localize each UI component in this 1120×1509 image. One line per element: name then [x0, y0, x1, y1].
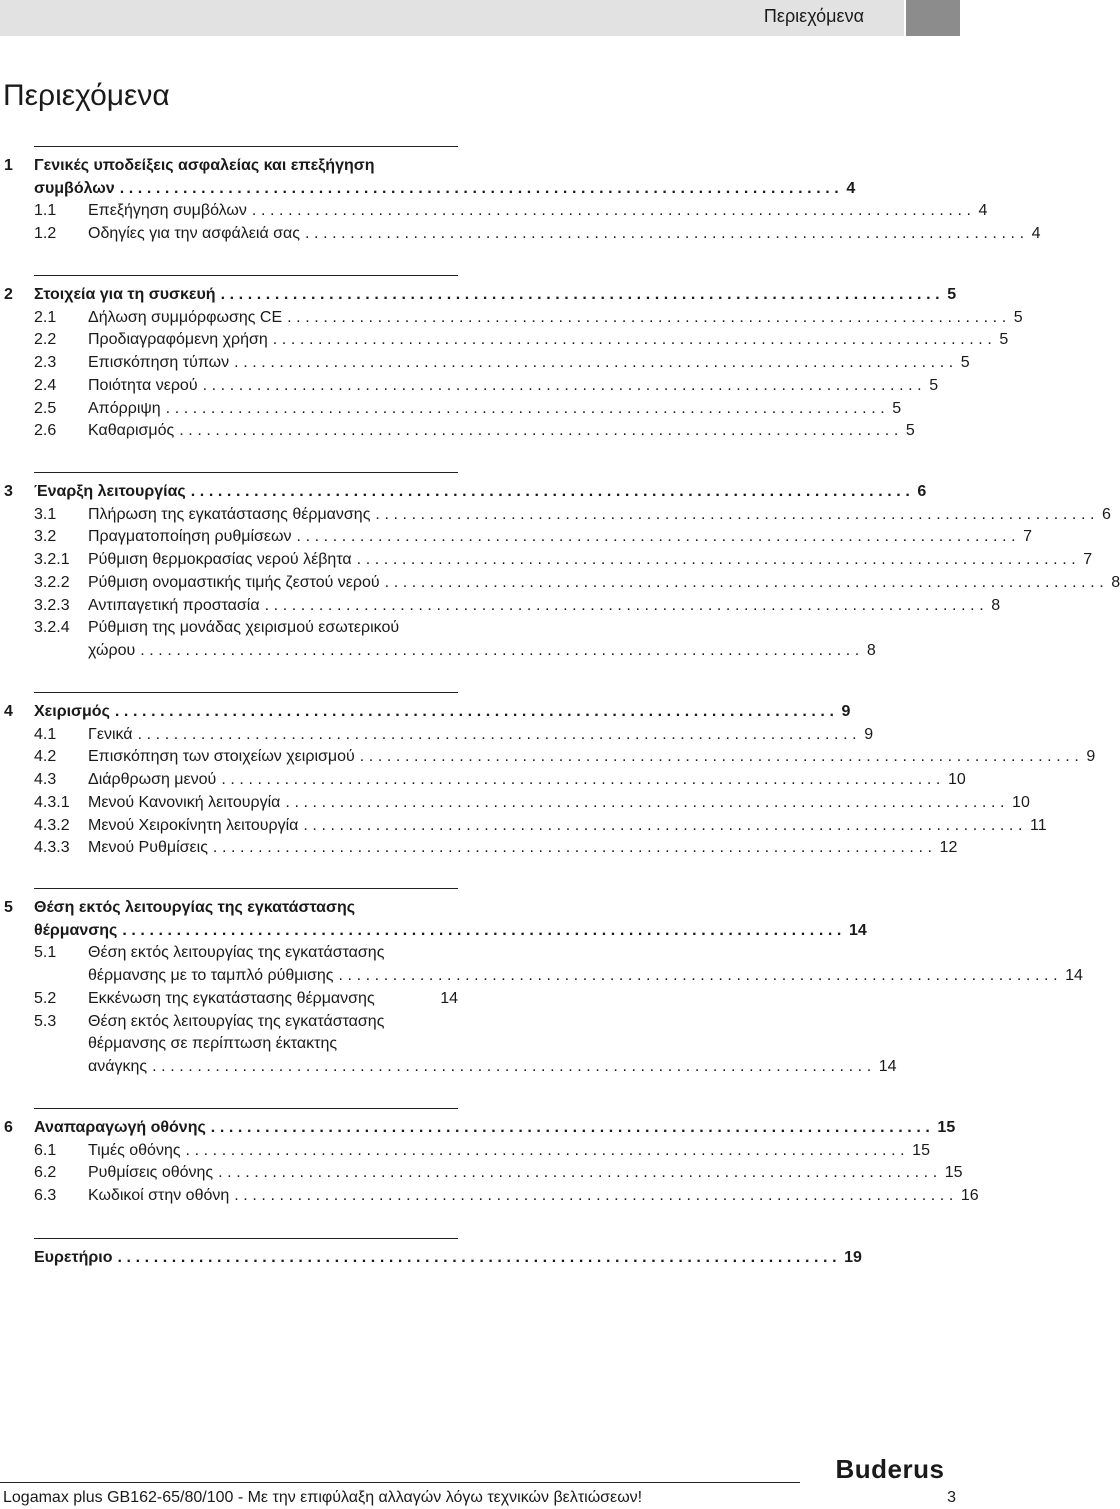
toc-entry[interactable]: [88, 1184, 979, 1207]
page-title: Περιεχόμενα: [3, 79, 170, 112]
toc-entry-title: Εκκένωση της εγκατάστασης θέρμανσης: [88, 989, 375, 1007]
dot-leader: ................................................................................: [338, 967, 1063, 985]
toc-entry[interactable]: [34, 919, 867, 942]
section-divider: [34, 692, 458, 693]
toc-entry-title: θέρμανσης: [34, 921, 118, 939]
toc-number: 2.4: [34, 376, 57, 394]
toc-number: 4.2: [34, 748, 57, 766]
toc-page-number: 5: [929, 376, 939, 394]
toc-entry[interactable]: [88, 814, 1047, 837]
toc-number: 4.1: [34, 725, 57, 743]
toc-number: 1.1: [34, 202, 57, 220]
toc-page-number: 9: [1086, 748, 1096, 766]
footer-text: Logamax plus GB162-65/80/100 - Με την επιφύλαξη αλλαγών λόγω τεχνικών βελτιώσεων!: [3, 1489, 643, 1506]
dot-leader: ................................................................................: [137, 725, 862, 743]
toc-entry[interactable]: [88, 374, 939, 397]
toc-entry-title: Αντιπαγετική προστασία: [88, 596, 260, 614]
toc-entry-title: Απόρριψη: [88, 399, 161, 417]
toc-entry[interactable]: [88, 397, 902, 420]
toc-entry[interactable]: [88, 306, 1023, 329]
dot-leader: ................................................................................: [114, 703, 839, 720]
toc-page-number: 5: [892, 399, 902, 417]
toc-page-number: 8: [866, 641, 876, 659]
dot-leader: ................................................................................: [304, 225, 1029, 243]
dot-leader: ................................................................................: [202, 376, 927, 394]
toc-entry-title: Θέση εκτός λειτουργίας της εγκατάστασης: [88, 1012, 385, 1030]
toc-entry-title: Προδιαγραφόμενη χρήση: [88, 331, 268, 349]
toc-entry[interactable]: [34, 177, 856, 200]
logo-text: Buderus: [835, 1454, 945, 1484]
dot-leader: ................................................................................: [285, 793, 1010, 811]
toc-entry-title: θέρμανσης με το ταμπλό ρύθμισης: [88, 967, 334, 985]
toc-page-number: 14: [1065, 967, 1083, 985]
toc-page-number: 4: [1031, 225, 1041, 243]
toc-number: 3.1: [34, 505, 57, 523]
toc-entry[interactable]: [88, 328, 1009, 351]
toc-entry[interactable]: [88, 836, 958, 859]
dot-leader: ................................................................................: [165, 399, 890, 417]
toc-entry[interactable]: [88, 1032, 458, 1055]
toc-entry[interactable]: [88, 199, 988, 222]
toc-entry-title: Κωδικοί στην οθόνη: [88, 1187, 230, 1205]
toc-entry-title: Θέση εκτός λειτουργίας της εγκατάστασης: [34, 899, 356, 916]
toc-number: 3.2.3: [34, 596, 70, 614]
toc-entry-title: χώρου: [88, 641, 136, 659]
dot-leader: ................................................................................: [152, 1057, 876, 1075]
toc-page-number: 4: [978, 202, 988, 220]
toc-number: 4.3.1: [34, 793, 70, 811]
toc-entry[interactable]: [88, 503, 1111, 526]
toc-number: 3.2: [34, 528, 57, 546]
toc-entry-title: Οδηγίες για την ασφάλειά σας: [88, 225, 300, 243]
toc-number: 3: [4, 483, 13, 500]
dot-leader: ................................................................................: [272, 331, 997, 349]
toc-entry-title: συμβόλων: [34, 179, 115, 197]
toc-number: 5.1: [34, 944, 57, 962]
dot-leader: ................................................................................: [384, 573, 1109, 591]
toc-entry-title: Μενού Κανονική λειτουργία: [88, 793, 281, 811]
toc-number: 1.2: [34, 225, 57, 243]
toc-entry[interactable]: [88, 222, 1041, 245]
toc-entry-title: θέρμανσης σε περίπτωση έκτακτης: [88, 1035, 338, 1053]
toc-entry[interactable]: [88, 616, 458, 639]
header-title: Περιεχόμενα: [763, 6, 864, 26]
toc-entry[interactable]: [88, 351, 970, 374]
toc-entry-title: Ρύθμιση της μονάδας χειρισμού εσωτερικού: [88, 619, 400, 637]
section-divider: [34, 1238, 458, 1239]
toc-entry-title: Έναρξη λειτουργίας: [34, 483, 186, 500]
dot-leader: ................................................................................: [119, 179, 844, 197]
toc-entry-title: Αναπαραγωγή οθόνης: [34, 1119, 206, 1136]
toc-number: 4: [4, 703, 13, 720]
dot-leader: ................................................................................: [210, 1119, 935, 1136]
toc-page-number: 14: [878, 1057, 897, 1075]
toc-entry-title: Ρύθμιση θερμοκρασίας νερού λέβητα: [88, 551, 352, 569]
toc-entry[interactable]: [88, 571, 1120, 594]
toc-number: 6.2: [34, 1164, 57, 1182]
toc-entry-title: Θέση εκτός λειτουργίας της εγκατάστασης: [88, 944, 385, 962]
toc-entry[interactable]: [88, 964, 1083, 987]
toc-number: 3.2.4: [34, 619, 70, 637]
toc-number: 2.3: [34, 354, 57, 372]
toc-entry[interactable]: [88, 745, 1096, 768]
toc-number: 6: [4, 1119, 13, 1136]
section-divider: [34, 146, 458, 147]
buderus-logo: [822, 1455, 958, 1483]
toc-number: 2.1: [34, 308, 57, 326]
section-divider: [34, 888, 458, 889]
toc-entry[interactable]: [88, 1161, 963, 1184]
toc-page-number: 12: [939, 839, 958, 857]
toc-number: 2.6: [34, 422, 57, 440]
toc-entry[interactable]: [34, 154, 458, 177]
toc-page-number: 15: [912, 1141, 930, 1159]
toc-number: 4.3: [34, 771, 57, 789]
toc-entry[interactable]: [34, 480, 927, 503]
toc-number: 6.3: [34, 1187, 57, 1205]
toc-page-number: 6: [917, 483, 927, 500]
toc-page-number: 11: [1030, 816, 1047, 834]
toc-page-number: 9: [841, 703, 851, 720]
toc-number: 3.2.1: [34, 551, 70, 569]
section-divider: [34, 1108, 458, 1109]
toc-entry[interactable]: [88, 791, 1030, 814]
toc-entry-title: ανάγκης: [88, 1057, 148, 1075]
toc-entry-title: Επεξήγηση συμβόλων: [88, 202, 247, 220]
toc-entry[interactable]: [88, 987, 458, 1010]
dot-leader: ................................................................................: [221, 771, 945, 789]
toc-entry-title: Πλήρωση της εγκατάστασης θέρμανσης: [88, 505, 371, 523]
toc-page-number: 14: [848, 921, 867, 939]
footer-page-number: 3: [947, 1489, 956, 1506]
dot-leader: ................................................................................: [251, 202, 976, 220]
toc-entry[interactable]: [34, 1116, 956, 1139]
dot-leader: ................................................................................: [296, 528, 1021, 546]
toc-page-number: 6: [1102, 505, 1111, 523]
toc-entry-title: Επισκόπηση των στοιχείων χειρισμού: [88, 748, 355, 766]
toc-entry[interactable]: [88, 1139, 930, 1162]
dot-leader: ................................................................................: [303, 816, 1027, 834]
toc-entry[interactable]: [34, 700, 851, 723]
section-divider: [34, 472, 458, 473]
toc-entry-title: Πραγματοποίηση ρυθμίσεων: [88, 528, 292, 546]
toc-entry[interactable]: [88, 1010, 458, 1033]
toc-page-number: 5: [905, 422, 915, 440]
dot-leader: ................................................................................: [185, 1141, 910, 1159]
toc-entry[interactable]: [88, 525, 1033, 548]
toc-entry-title: Γενικά: [88, 725, 133, 743]
dot-leader: ................................................................................: [287, 308, 1011, 326]
dot-leader: ................................................................................: [117, 1249, 842, 1266]
toc-entry[interactable]: [34, 283, 957, 306]
toc-number: 5.2: [34, 989, 57, 1007]
toc-number: 2: [4, 286, 13, 303]
toc-entry[interactable]: [88, 594, 1001, 617]
toc-number: 5: [4, 899, 13, 916]
toc-page-number: 5: [960, 354, 970, 372]
toc-entry-title: Χειρισμός: [34, 703, 110, 720]
toc-number: 3.2.2: [34, 573, 70, 591]
toc-entry-title: Ρύθμιση ονομαστικής τιμής ζεστού νερού: [88, 573, 380, 591]
toc-page-number: 10: [947, 771, 966, 789]
toc-entry-title: Στοιχεία για τη συσκευή: [34, 286, 216, 303]
toc-number: 1: [4, 157, 13, 174]
dot-leader: ................................................................................: [122, 921, 846, 939]
dot-leader: ................................................................................: [220, 286, 945, 303]
toc-entry[interactable]: [88, 768, 966, 791]
toc-entry-title: Διάρθρωση μενού: [88, 771, 217, 789]
toc-entry-title: Μενού Ρυθμίσεις: [88, 839, 208, 857]
toc-entry[interactable]: [88, 548, 1093, 571]
toc-entry[interactable]: [88, 723, 874, 746]
toc-page-number: 5: [947, 286, 957, 303]
header-marker: [906, 0, 960, 36]
dot-leader: ................................................................................: [190, 483, 915, 500]
toc-entry-title: Καθαρισμός: [88, 422, 175, 440]
toc-entry[interactable]: [88, 1055, 897, 1078]
toc-number: 4.3.2: [34, 816, 70, 834]
dot-leader: ................................................................................: [179, 422, 903, 440]
toc-entry-title: Δήλωση συμμόρφωσης CE: [88, 308, 283, 326]
toc-entry[interactable]: [88, 639, 876, 662]
toc-page-number: 5: [1013, 308, 1023, 326]
dot-leader: ................................................................................: [218, 1164, 942, 1182]
toc-entry[interactable]: [88, 941, 458, 964]
dot-leader: ................................................................................: [234, 354, 958, 372]
toc-number: 5.3: [34, 1012, 57, 1030]
section-divider: [34, 275, 458, 276]
toc-entry[interactable]: [34, 1246, 862, 1269]
toc-number: 4.3.3: [34, 839, 70, 857]
toc-entry-title: Ποιότητα νερού: [88, 376, 198, 394]
toc-entry-title: Τιμές οθόνης: [88, 1141, 181, 1159]
dot-leader: ................................................................................: [264, 596, 989, 614]
toc-number: 6.1: [34, 1141, 57, 1159]
toc-number: 2.2: [34, 331, 57, 349]
footer-divider: [0, 1482, 800, 1483]
toc-page-number: 8: [1111, 573, 1120, 591]
toc-entry-title: Επισκόπηση τύπων: [88, 354, 230, 372]
toc-entry-title: Γενικές υποδείξεις ασφαλείας και επεξήγηση: [34, 157, 375, 174]
dot-leader: ................................................................................: [356, 551, 1081, 569]
dot-leader: ................................................................................: [140, 641, 864, 659]
toc-entry[interactable]: [34, 896, 458, 919]
toc-page-number: 19: [844, 1249, 862, 1266]
toc-page-number: 7: [1083, 551, 1093, 569]
toc-entry-title: Ευρετήριο: [34, 1249, 113, 1266]
toc-entry[interactable]: [88, 419, 915, 442]
toc-page-number: 7: [1023, 528, 1033, 546]
toc-page-number: 8: [991, 596, 1001, 614]
toc-page-number: 9: [864, 725, 874, 743]
toc-entry-title: Ρυθμίσεις οθόνης: [88, 1164, 214, 1182]
toc-page-number: 14: [440, 989, 458, 1007]
toc-page-number: 15: [944, 1164, 963, 1182]
toc-number: 2.5: [34, 399, 57, 417]
toc-page-number: 10: [1012, 793, 1030, 811]
dot-leader: ................................................................................: [359, 748, 1084, 766]
toc-page-number: 15: [937, 1119, 956, 1136]
toc-page-number: 4: [846, 179, 856, 197]
dot-leader: ................................................................................: [212, 839, 937, 857]
toc-entry-title: Μενού Χειροκίνητη λειτουργία: [88, 816, 299, 834]
toc-page-number: 5: [999, 331, 1009, 349]
toc-page-number: 16: [960, 1187, 979, 1205]
dot-leader: ................................................................................: [234, 1187, 958, 1205]
dot-leader: ................................................................................: [375, 505, 1100, 523]
